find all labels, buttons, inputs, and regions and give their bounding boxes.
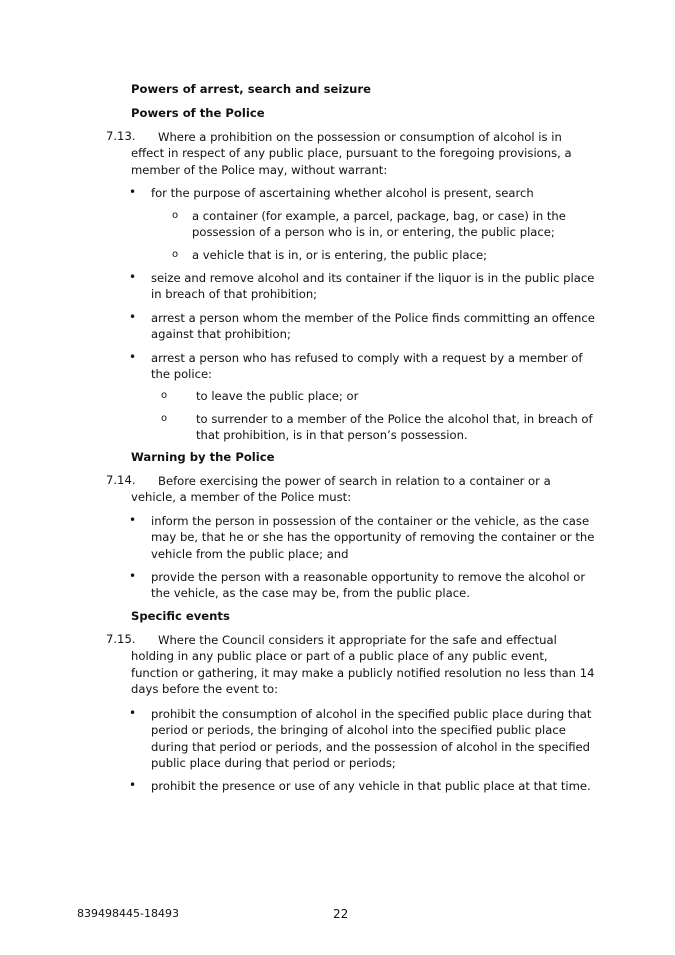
- sub-bullet-7-13-leave: to leave the public place; or: [196, 389, 359, 403]
- sub-bullet-7-13-container: a container (for example, a parcel, package, bag, or case) in the possession of a person who is in, or entering, the public place;: [192, 209, 566, 240]
- heading-warning-by-police: Warning by the Police: [131, 450, 275, 464]
- bullet-icon: •: [129, 270, 137, 284]
- footer-page-number: 22: [333, 907, 349, 921]
- sub-bullet-icon: o: [161, 390, 168, 401]
- sub-bullet-icon: o: [172, 210, 179, 221]
- bullet-icon: •: [129, 513, 137, 527]
- bullet-7-13-arrest-refused: arrest a person who has refused to comply with a request by a member of the police:: [151, 351, 583, 382]
- heading-specific-events: Specific events: [131, 609, 230, 623]
- bullet-7-15-prohibit-vehicle: prohibit the presence or use of any vehicle in that public place at that time.: [151, 779, 591, 793]
- clause-7-15-body: Where the Council considers it appropriate for the safe and effectual holding in any public place or part of a public place of any public event, function or gathering, it may make a publicly notified resolution no less than 14 days before the event to:: [131, 633, 595, 697]
- clause-text-7-15: [131, 632, 596, 698]
- bullet-icon: •: [129, 706, 137, 720]
- sub-bullet-icon: o: [161, 413, 168, 424]
- sub-bullet-7-13-surrender: to surrender to a member of the Police the alcohol that, in breach of that prohibition, is in that person’s possession.: [196, 412, 593, 443]
- heading-powers-of-police: Powers of the Police: [131, 106, 265, 120]
- bullet-7-13-search: for the purpose of ascertaining whether alcohol is present, search: [151, 186, 534, 200]
- bullet-icon: •: [129, 350, 137, 364]
- bullet-icon: •: [129, 569, 137, 583]
- clause-text-7-13: [131, 129, 596, 178]
- sub-bullet-7-13-vehicle: a vehicle that is in, or is entering, the public place;: [192, 248, 487, 262]
- bullet-7-14-provide: provide the person with a reasonable opportunity to remove the alcohol or the vehicle, as the case may be, from the public place.: [151, 570, 586, 601]
- bullet-7-15-prohibit-alcohol: prohibit the consumption of alcohol in the specified public place during that period or periods, the bringing of alcohol into the specified public place during that period or periods, and the possession of alcohol in the specified public place during that period or periods;: [151, 707, 592, 771]
- bullet-7-13-arrest-offence: arrest a person whom the member of the Police finds committing an offence against that prohibition;: [151, 311, 595, 342]
- bullet-icon: •: [129, 310, 137, 324]
- clause-7-13-body: Where a prohibition on the possession or consumption of alcohol is in effect in respect of any public place, pursuant to the foregoing provisions, a member of the Police may, without warrant:: [131, 130, 572, 177]
- bullet-7-14-inform: inform the person in possession of the container or the vehicle, as the case may be, that he or she has the opportunity of removing the container or the vehicle from the public place; and: [151, 514, 595, 561]
- footer-document-id: 839498445-18493: [77, 907, 179, 920]
- bullet-icon: •: [129, 778, 137, 792]
- clause-text-7-14: [131, 473, 596, 506]
- bullet-icon: •: [129, 185, 137, 199]
- heading-arrest-search-seizure: Powers of arrest, search and seizure: [131, 82, 371, 96]
- bullet-7-13-seize: seize and remove alcohol and its container if the liquor is in the public place in breach of that prohibition;: [151, 271, 595, 302]
- sub-bullet-icon: o: [172, 249, 179, 260]
- clause-number-7-13: 7.13.: [106, 129, 136, 143]
- clause-7-14-body: Before exercising the power of search in relation to a container or a vehicle, a member of the Police must:: [131, 474, 551, 505]
- clause-number-7-14: 7.14.: [106, 473, 136, 487]
- clause-number-7-15: 7.15.: [106, 632, 136, 646]
